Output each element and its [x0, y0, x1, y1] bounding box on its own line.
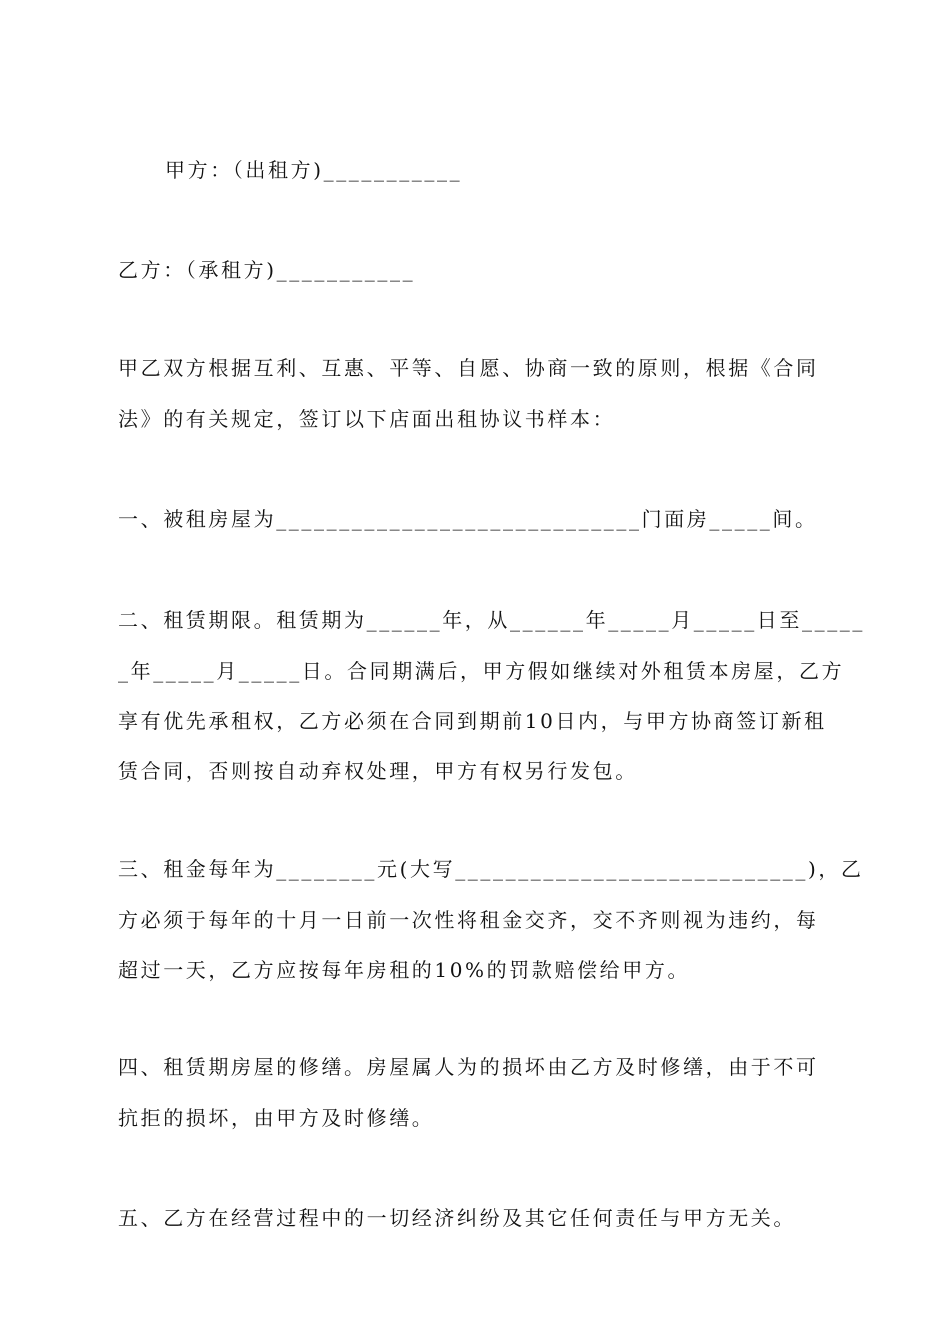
party-a-line: 甲方：（出租方)___________ [165, 158, 463, 182]
party-b-line: 乙方：（承租方)___________ [118, 258, 416, 282]
clause-4-line-1: 四、租赁期房屋的修缮。房屋属人为的损坏由乙方及时修缮，由于不可 [118, 1055, 819, 1079]
intro-line-2: 法》的有关规定，签订以下店面出租协议书样本： [118, 407, 616, 431]
clause-1-line-1: 一、被租房屋为_____________________________门面房_____间。 [118, 507, 818, 531]
intro-line-1: 甲乙双方根据互利、互惠、平等、自愿、协商一致的原则，根据《合同 [118, 356, 819, 380]
clause-3-line-3: 超过一天，乙方应按每年房租的10%的罚款赔偿给甲方。 [118, 958, 691, 982]
clause-5-line-1: 五、乙方在经营过程中的一切经济纠纷及其它任何责任与甲方无关。 [118, 1206, 796, 1230]
clause-2-line-2: _年_____月_____日。合同期满后，甲方假如继续对外租赁本房屋，乙方 [118, 659, 845, 683]
clause-3-line-1: 三、租金每年为________元(大写____________________________)，乙 [118, 857, 864, 881]
clause-4-line-2: 抗拒的损坏，由甲方及时修缮。 [118, 1106, 435, 1130]
clause-2-line-3: 享有优先承租权，乙方必须在合同到期前10日内，与甲方协商签订新租 [118, 709, 827, 733]
clause-2-line-1: 二、租赁期限。租赁期为______年，从______年_____月_____日至_____ [118, 608, 865, 632]
clause-2-line-4: 赁合同，否则按自动弃权处理，甲方有权另行发包。 [118, 759, 638, 783]
clause-3-line-2: 方必须于每年的十月一日前一次性将租金交齐，交不齐则视为违约，每 [118, 908, 819, 932]
